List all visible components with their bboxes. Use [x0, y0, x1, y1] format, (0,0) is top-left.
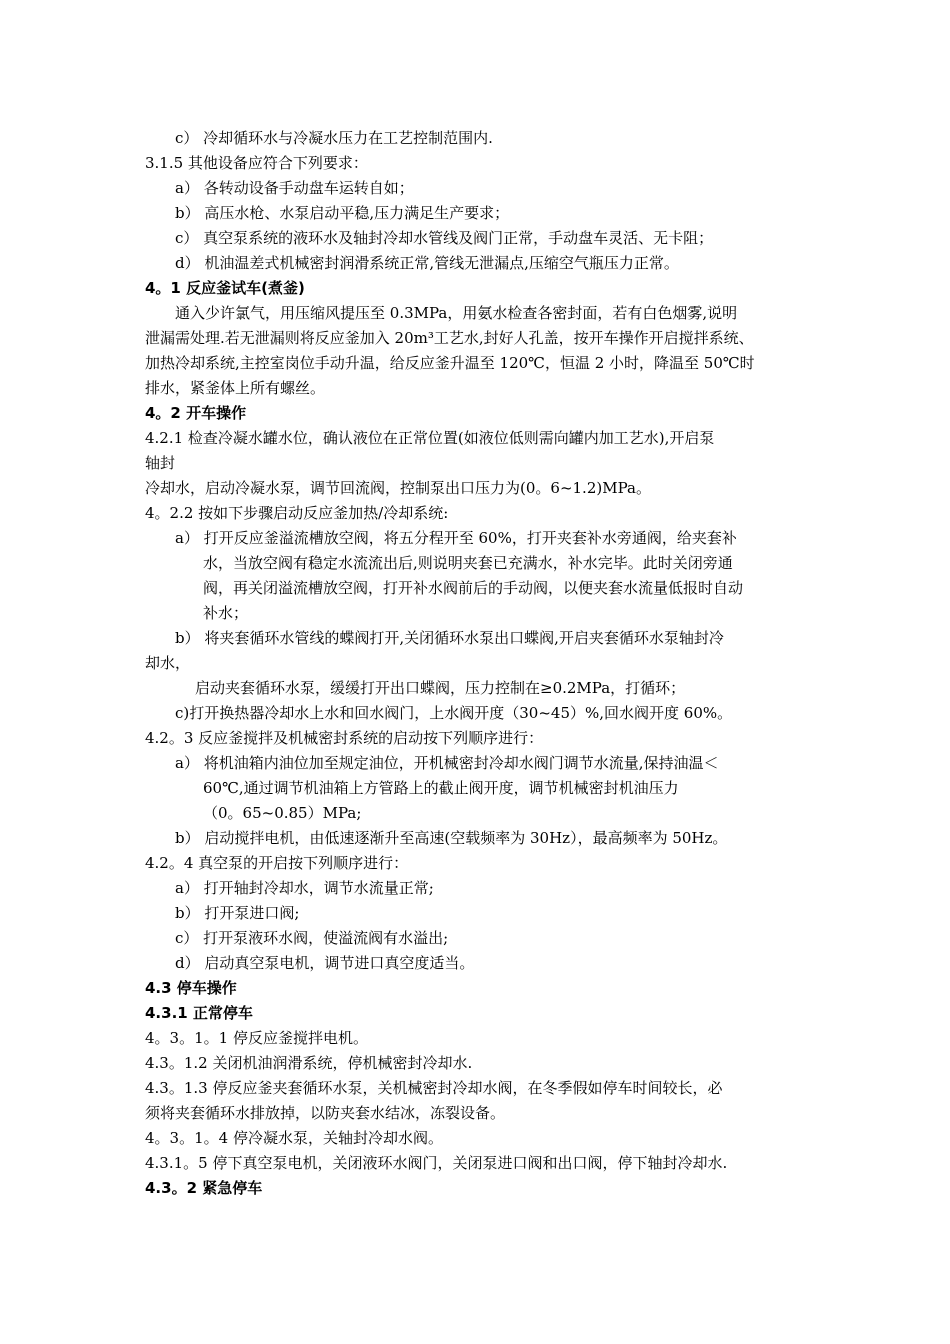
section-line: 4.3。1.3 停反应釜夹套循环水泵，关机械密封冷却水阀，在冬季假如停车时间较长，必: [145, 1079, 723, 1097]
text-line: 须将夹套循环水排放掉，以防夹套水结冰，冻裂设备。: [145, 1104, 506, 1122]
text-line: 轴封: [145, 454, 176, 472]
list-item: b） 打开泵进口阀;: [175, 904, 300, 922]
list-item: c） 真空泵系统的液环水及轴封冷却水管线及阀门正常，手动盘车灵活、无卡阻；: [175, 229, 714, 247]
text-line: c） 冷却循环水与冷凝水压力在工艺控制范围内.: [175, 129, 493, 147]
section-3-1-5: 3.1.5 其他设备应符合下列要求：: [145, 154, 368, 172]
list-item-continued: 水，当放空阀有稳定水流流出后,则说明夹套已充满水，补水完毕。此时关闭旁通: [203, 554, 733, 572]
list-item: b） 启动搅拌电机，由低速逐渐升至高速(空载频率为 30Hz），最高频率为 50Hz。: [175, 829, 728, 847]
section-4-2-3: 4.2。3 反应釜搅拌及机械密封系统的启动按下列顺序进行：: [145, 729, 544, 747]
list-item-continued: 阀，再关闭溢流槽放空阀，打开补水阀前后的手动阀，以便夹套水流量低报时自动: [203, 579, 744, 597]
list-item-continued: （0。65~0.85）MPa;: [203, 804, 362, 822]
list-item: a） 各转动设备手动盘车运转自如；: [175, 179, 414, 197]
list-item: d） 机油温差式机械密封润滑系统正常,管线无泄漏点,压缩空气瓶压力正常。: [175, 254, 679, 272]
text-line: 启动夹套循环水泵，缓缓打开出口蝶阀，压力控制在≥0.2MPa，打循环；: [195, 679, 686, 697]
text-line: 冷却水，启动冷凝水泵，调节回流阀，控制泵出口压力为(0。6~1.2)MPa。: [145, 479, 651, 497]
list-item: a） 打开反应釜溢流槽放空阀，将五分程开至 60%，打开夹套补水旁通阀，给夹套补: [175, 529, 737, 547]
heading-4-3-2: 4.3。2 紧急停车: [145, 1179, 263, 1197]
heading-4-2: 4。2 开车操作: [145, 404, 247, 422]
section-line: 4.3。1.2 关闭机油润滑系统，停机械密封冷却水.: [145, 1054, 473, 1072]
list-item: b） 高压水枪、水泵启动平稳,压力满足生产要求；: [175, 204, 510, 222]
heading-4-3-1: 4.3.1 正常停车: [145, 1004, 253, 1022]
section-4-2-2: 4。2.2 按如下步骤启动反应釜加热/冷却系统:: [145, 504, 449, 522]
list-item-continued: 补水；: [203, 604, 249, 622]
section-4-2-4: 4.2。4 真空泵的开启按下列顺序进行：: [145, 854, 409, 872]
list-item: c)打开换热器冷却水上水和回水阀门，上水阀开度（30~45）%,回水阀开度 60%。: [175, 704, 733, 722]
list-item-continued: 60℃,通过调节机油箱上方管路上的截止阀开度，调节机械密封机油压力: [203, 779, 679, 797]
section-line: 4。3。1。4 停冷凝水泵，关轴封冷却水阀。: [145, 1129, 443, 1147]
paragraph-line: 通入少许氯气，用压缩风提压至 0.3MPa，用氨水检查各密封面，若有白色烟雾,说明: [175, 304, 738, 322]
list-item: c） 打开泵液环水阀，使溢流阀有水溢出;: [175, 929, 449, 947]
list-item: a） 将机油箱内油位加至规定油位，开机械密封冷却水阀门调节水流量,保持油温＜: [175, 754, 719, 772]
text-line: 却水，: [145, 654, 191, 672]
section-line: 4。3。1。1 停反应釜搅拌电机。: [145, 1029, 368, 1047]
list-item: d） 启动真空泵电机，调节进口真空度适当。: [175, 954, 475, 972]
section-4-2-1: 4.2.1 检查冷凝水罐水位，确认液位在正常位置(如液位低则需向罐内加工艺水),开启泵: [145, 429, 715, 447]
paragraph-line: 排水，紧釜体上所有螺丝。: [145, 379, 326, 397]
heading-4-1: 4。1 反应釜试车(煮釜): [145, 279, 305, 297]
section-line: 4.3.1。5 停下真空泵电机，关闭液环水阀门，关闭泵进口阀和出口阀，停下轴封冷却水.: [145, 1154, 728, 1172]
paragraph-line: 加热冷却系统,主控室岗位手动升温，给反应釜升温至 120℃，恒温 2 小时，降温至 50℃时: [145, 354, 755, 372]
list-item: b） 将夹套循环水管线的蝶阀打开,关闭循环水泵出口蝶阀,开启夹套循环水泵轴封冷: [175, 629, 724, 647]
list-item: a） 打开轴封冷却水，调节水流量正常;: [175, 879, 434, 897]
heading-4-3: 4.3 停车操作: [145, 979, 237, 997]
paragraph-line: 泄漏需处理.若无泄漏则将反应釜加入 20m³工艺水,封好人孔盖，按开车操作开启搅拌系统、: [145, 329, 754, 347]
